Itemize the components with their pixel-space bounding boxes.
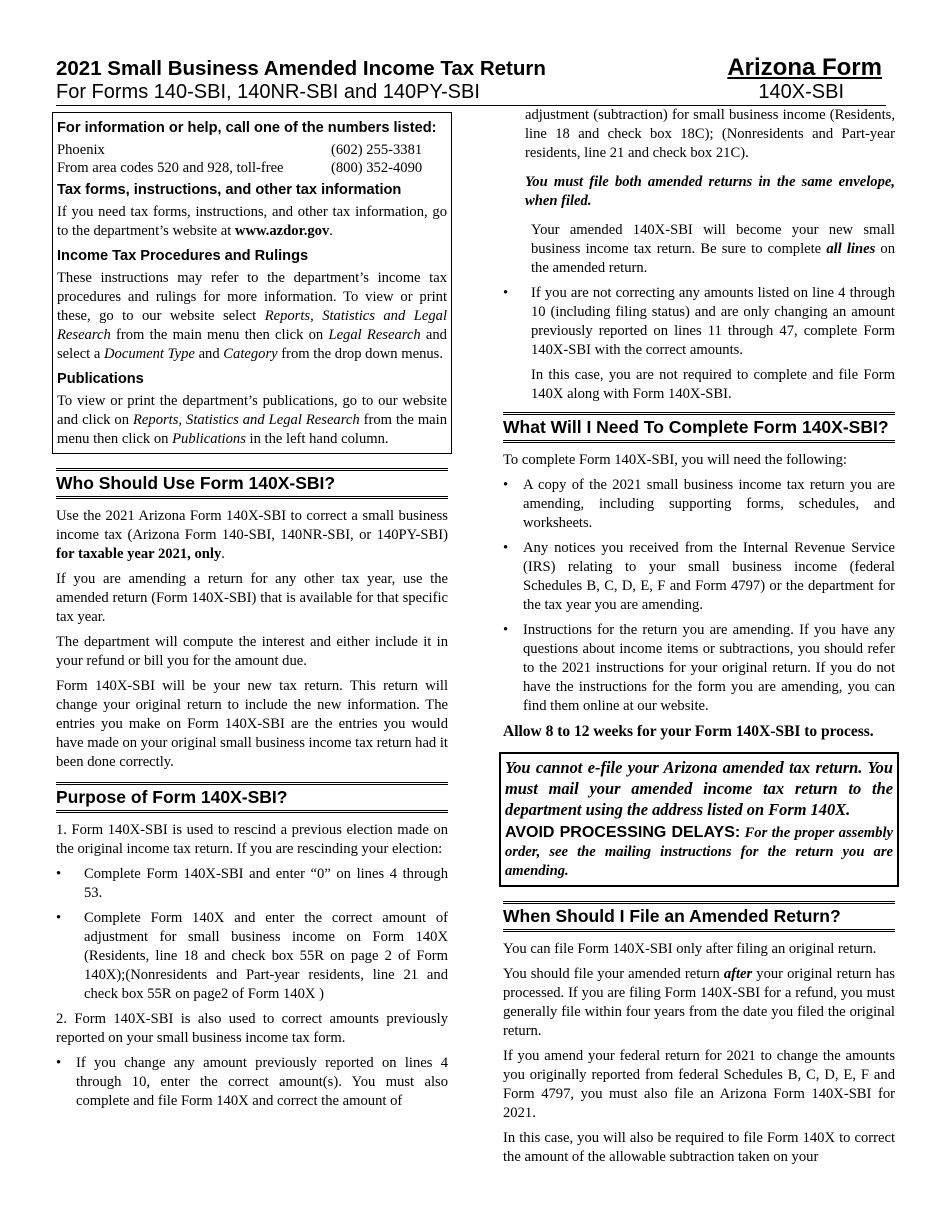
must-file-text: You must file both amended returns in the same envelope, when filed. (525, 174, 895, 209)
form-number: 140X-SBI (758, 81, 844, 103)
forms-text-end: . (329, 223, 333, 239)
info-heading: For information or help, call one of the numbers listed: (57, 120, 437, 136)
pubs-text: from the main menu then click on (57, 412, 447, 447)
new-return-paragraph (503, 221, 895, 278)
new-return-text-end: on the amended return. (531, 241, 896, 276)
bullet-text: Complete Form 140X and enter the correct amount of adjustment for small business income on Form 140X (Residents, line 18 and check box 55R on page 2 of Form 140X);(Nonresidents and Part-year residents, line 21 and check box 55R on page2 of Form 140X ) (84, 910, 448, 1002)
list-item (56, 1054, 448, 1111)
bullet-icon: • (503, 540, 509, 556)
phone-row-phoenix (57, 141, 447, 159)
in-this-case-paragraph: In this case, you are not required to complete and file Form 140X along with Form 140X-SBI. (531, 367, 895, 402)
bullet-icon: • (503, 622, 509, 638)
phone-number: (602) 255-3381 (331, 142, 423, 158)
list-item (503, 539, 895, 615)
rulings-heading: Income Tax Procedures and Rulings (57, 248, 309, 264)
new-return-text: Your amended 140X-SBI will become your new small business income tax return. Be sure to complete (531, 222, 895, 257)
publications-heading: Publications (57, 371, 144, 387)
rulings-text: These instructions may refer to the department’s income tax procedures and rulings for more information. To view or print these, go to our website select (57, 270, 447, 324)
who-bold: for taxable year 2021, only (56, 546, 222, 562)
rulings-emphasis: Category (223, 346, 278, 362)
must-file-note (503, 173, 895, 211)
bullet-icon: • (56, 1055, 62, 1071)
who-text: Use the 2021 Arizona Form 140X-SBI to correct a small business income tax (Arizona Form 140-SBI, 140NR-SBI, or 140PY-SBI) (56, 508, 448, 543)
purpose-paragraph-1: 1. Form 140X-SBI is used to rescind a previous election made on the original income tax return. If you are rescinding your election: (56, 822, 448, 857)
phone-row-tollfree (57, 159, 447, 177)
bullet-text: A copy of the 2021 small business income tax return you are amending, including supporting forms, schedules, and worksheets. (523, 477, 895, 531)
when-heading: When Should I File an Amended Return? (503, 901, 895, 932)
forms-paragraph (57, 203, 447, 241)
when-text: You should file your amended return (503, 966, 724, 982)
list-item (503, 476, 895, 533)
bullet-text: Complete Form 140X-SBI and enter “0” on lines 4 through 53. (84, 866, 448, 901)
who-paragraph-3: The department will compute the interest and either include it in your refund or bill you for the amount due. (56, 634, 448, 669)
when-paragraph-3: If you amend your federal return for 2021 to change the amounts you originally reported from federal Schedules B, C, D, E, F and Form 4797, you must also file an Arizona Form 140X-SBI for 2021. (503, 1048, 895, 1121)
who-paragraph-4: Form 140X-SBI will be your new tax return. This return will change your original return to include the new information. The entries you make on Form 140X-SBI are the entries you would have made on your original small business income tax return had it been done correctly. (56, 678, 448, 770)
when-paragraph-2 (503, 965, 895, 1041)
purpose-heading: Purpose of Form 140X-SBI? (56, 782, 448, 813)
rulings-emphasis: Legal Research (328, 327, 421, 343)
who-heading: Who Should Use Form 140X-SBI? (56, 468, 448, 499)
rulings-paragraph (57, 269, 447, 364)
efile-notice-box (499, 752, 899, 887)
not-correcting-list (503, 284, 895, 360)
rulings-text: and select a (57, 327, 447, 362)
allow-weeks-note: Allow 8 to 12 weeks for your Form 140X-SBI to process. (503, 723, 874, 740)
when-text: your original return has processed. If you are filing Form 140X-SBI for a refund, you must generally file within four years from the date you filed the original return. (503, 966, 895, 1039)
pubs-emphasis: Reports, Statistics and Legal Research (133, 412, 360, 428)
who-paragraph-2: If you are amending a return for any other tax year, use the amended return (Form 140X-SBI) that is available for that specific tax year. (56, 571, 448, 625)
website-link[interactable]: www.azdor.gov (234, 223, 330, 239)
bullet-icon: • (56, 866, 62, 882)
purpose-paragraph-2: 2. Form 140X-SBI is also used to correct amounts previously reported on your small business income tax form. (56, 1011, 448, 1046)
bullet-text: If you are not correcting any amounts listed on line 4 through 10 (including filing status) and are only changing an amount previously reported on lines 11 through 47, complete Form 140X-SBI with the correct amounts. (531, 285, 895, 358)
pubs-text: in the left hand column. (245, 431, 389, 447)
need-intro: To complete Form 140X-SBI, you will need the following: (503, 452, 847, 468)
continued-paragraph: adjustment (subtraction) for small business income (Residents, line 18 and check box 18C); (Nonresidents and Part-year residents, line 21 and check box 21C). (525, 107, 895, 161)
when-paragraph-1: You can file Form 140X-SBI only after filing an original return. (503, 941, 877, 957)
rulings-text: and (194, 346, 224, 362)
purpose-bullet-list (56, 865, 448, 1004)
left-column (56, 112, 448, 1117)
bullet-text: Instructions for the return you are amending. If you have any questions about income items or subtractions, you should refer to the 2021 instructions for your original return. If you do not have the instructions for the form you are amending, you can find them online at our website. (523, 622, 895, 714)
when-emphasis: after (723, 966, 753, 982)
bullet-icon: • (56, 910, 62, 926)
right-column (503, 106, 895, 1173)
pubs-emphasis: Publications (172, 431, 246, 447)
phone-label: Phoenix (57, 142, 105, 158)
phone-label: From area codes 520 and 928, toll-free (57, 160, 284, 176)
rulings-emphasis: Document Type (104, 346, 195, 362)
rulings-text: from the main menu then click on (110, 327, 329, 343)
list-item (503, 284, 895, 360)
need-bullet-list (503, 476, 895, 716)
document-subtitle: For Forms 140-SBI, 140NR-SBI and 140PY-SBI (56, 81, 480, 103)
forms-text: If you need tax forms, instructions, and other tax information, go to the department’s website at (57, 204, 447, 239)
when-paragraph-4: In this case, you will also be required to file Form 140X to correct the amount of the allowable subtraction taken on your (503, 1130, 895, 1165)
bullet-icon: • (503, 285, 509, 301)
avoid-delays-text: For the proper assembly order, see the mailing instructions for the return you are amending. (505, 825, 893, 879)
list-item (56, 909, 448, 1004)
bullet-text: Any notices you received from the Internal Revenue Service (IRS) relating to your small business income (federal Schedules B, C, D, E, F and Form 4797) or the department for the tax year you are amending. (523, 540, 895, 613)
bullet-text: If you change any amount previously reported on lines 4 through 10, enter the correct amount(s). You must also complete and file Form 140X and correct the amount of (76, 1055, 448, 1109)
document-title: 2021 Small Business Amended Income Tax Return (56, 57, 546, 80)
phone-number: (800) 352-4090 (331, 160, 423, 176)
who-text-end: . (221, 546, 225, 562)
rulings-text: from the drop down menus. (277, 346, 443, 362)
forms-heading: Tax forms, instructions, and other tax information (57, 182, 402, 198)
publications-paragraph (57, 392, 447, 449)
form-name: Arizona Form (727, 54, 882, 81)
rulings-emphasis: Reports, Statistics and Legal Research (57, 308, 447, 343)
info-box (52, 112, 452, 454)
efile-notice-text: You cannot e-file your Arizona amended tax return. You must mail your amended income tax return to the department using the address listed on Form 140X. (505, 758, 893, 819)
pubs-text: To view or print the department’s publications, go to our website and click on (57, 393, 447, 428)
who-paragraph-1 (56, 507, 448, 564)
purpose-bullet-list-2 (56, 1054, 448, 1111)
avoid-delays-label: AVOID PROCESSING DELAYS: (505, 824, 741, 841)
bullet-icon: • (503, 477, 509, 493)
new-return-emphasis: all lines (826, 241, 876, 257)
list-item (56, 865, 448, 903)
avoid-delays-note (505, 823, 893, 881)
list-item (503, 621, 895, 716)
need-heading: What Will I Need To Complete Form 140X-SBI? (503, 412, 895, 443)
